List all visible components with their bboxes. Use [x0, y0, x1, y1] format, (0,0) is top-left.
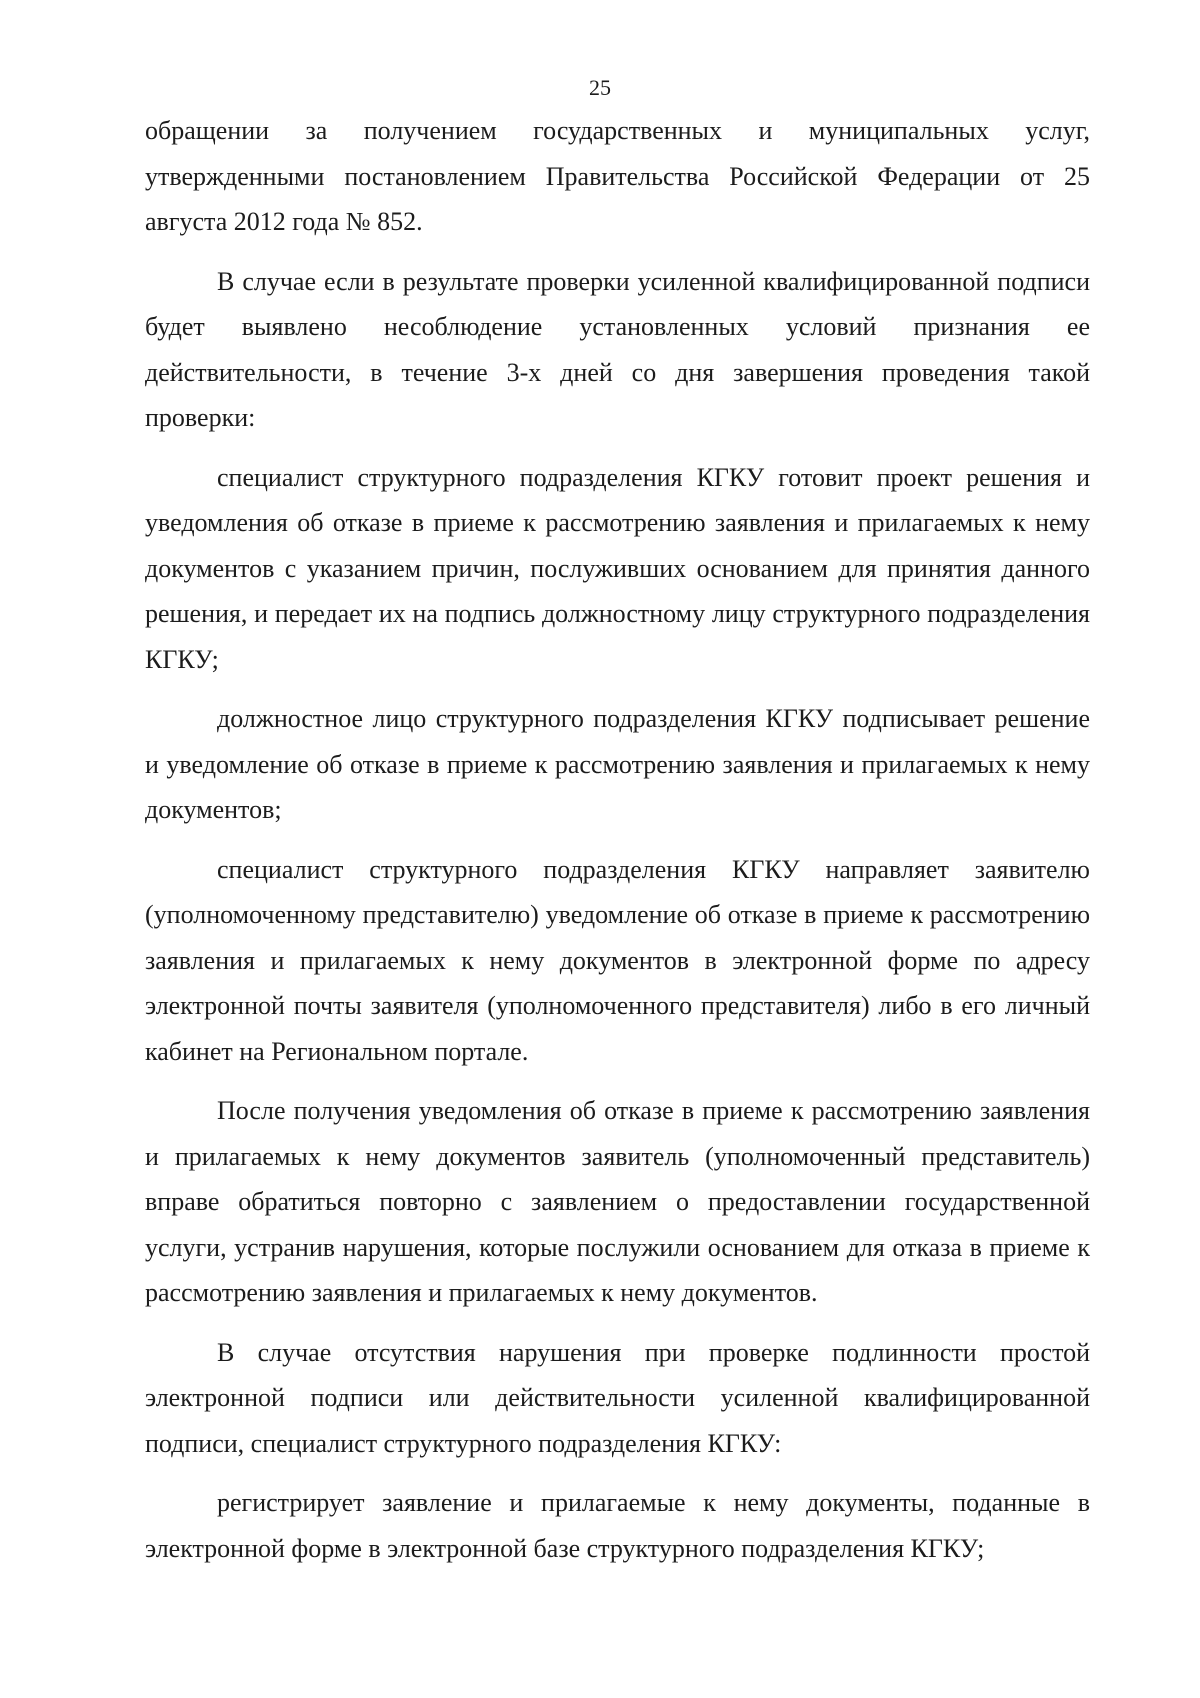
paragraph-no-violation: В случае отсутствия нарушения при проверке подлинности простой электронной подписи или действительности усиленной квалифицированной подписи, специалист структурного подразделения КГКУ:: [145, 1337, 1090, 1458]
paragraph-official-signs: должностное лицо структурного подразделения КГКУ подписывает решение и уведомление об отказе в приеме к рассмотрению заявления и прилагаемых к нему документов;: [145, 704, 1090, 824]
paragraph-registers: регистрирует заявление и прилагаемые к нему документы, поданные в электронной форме в электронной базе структурного подразделения КГКУ;: [145, 1488, 1090, 1563]
page-number: 25: [589, 75, 611, 100]
paragraph-specialist-sends: специалист структурного подразделения КГКУ направляет заявителю (уполномоченному представителю) уведомление об отказе в приеме к рассмотрению заявления и прилагаемых к нему документов в электронной форме по адресу электронной почты заявителя (уполномоченного представителя) либо в его личный кабинет на Региональном портале.: [145, 854, 1090, 1066]
paragraph-reapply: После получения уведомления об отказе в приеме к рассмотрению заявления и прилагаемых к нему документов заявитель (уполномоченный представитель) вправе обратиться повторно с заявлением о предоставлении государственной услуги, устранив нарушения, которые послужили основанием для отказа в приеме к рассмотрению заявления и прилагаемых к нему документов.: [145, 1096, 1090, 1307]
paragraph-continuation: обращении за получением государственных и муниципальных услуг, утвержденными постановлением Правительства Российской Федерации от 25 августа 2012 года № 852.: [145, 116, 1090, 236]
paragraph-signature-check: В случае если в результате проверки усиленной квалифицированной подписи будет выявлено несоблюдение установленных условий признания ее действительности, в течение 3-х дней со дня завершения проведения такой проверки:: [145, 266, 1090, 432]
paragraph-specialist-prepares: специалист структурного подразделения КГКУ готовит проект решения и уведомления об отказе в приеме к рассмотрению заявления и прилагаемых к нему документов с указанием причин, послуживших основанием для принятия данного решения, и передает их на подпись должностному лицу структурного подразделения КГКУ;: [145, 462, 1090, 674]
document-body: [145, 108, 1090, 1585]
